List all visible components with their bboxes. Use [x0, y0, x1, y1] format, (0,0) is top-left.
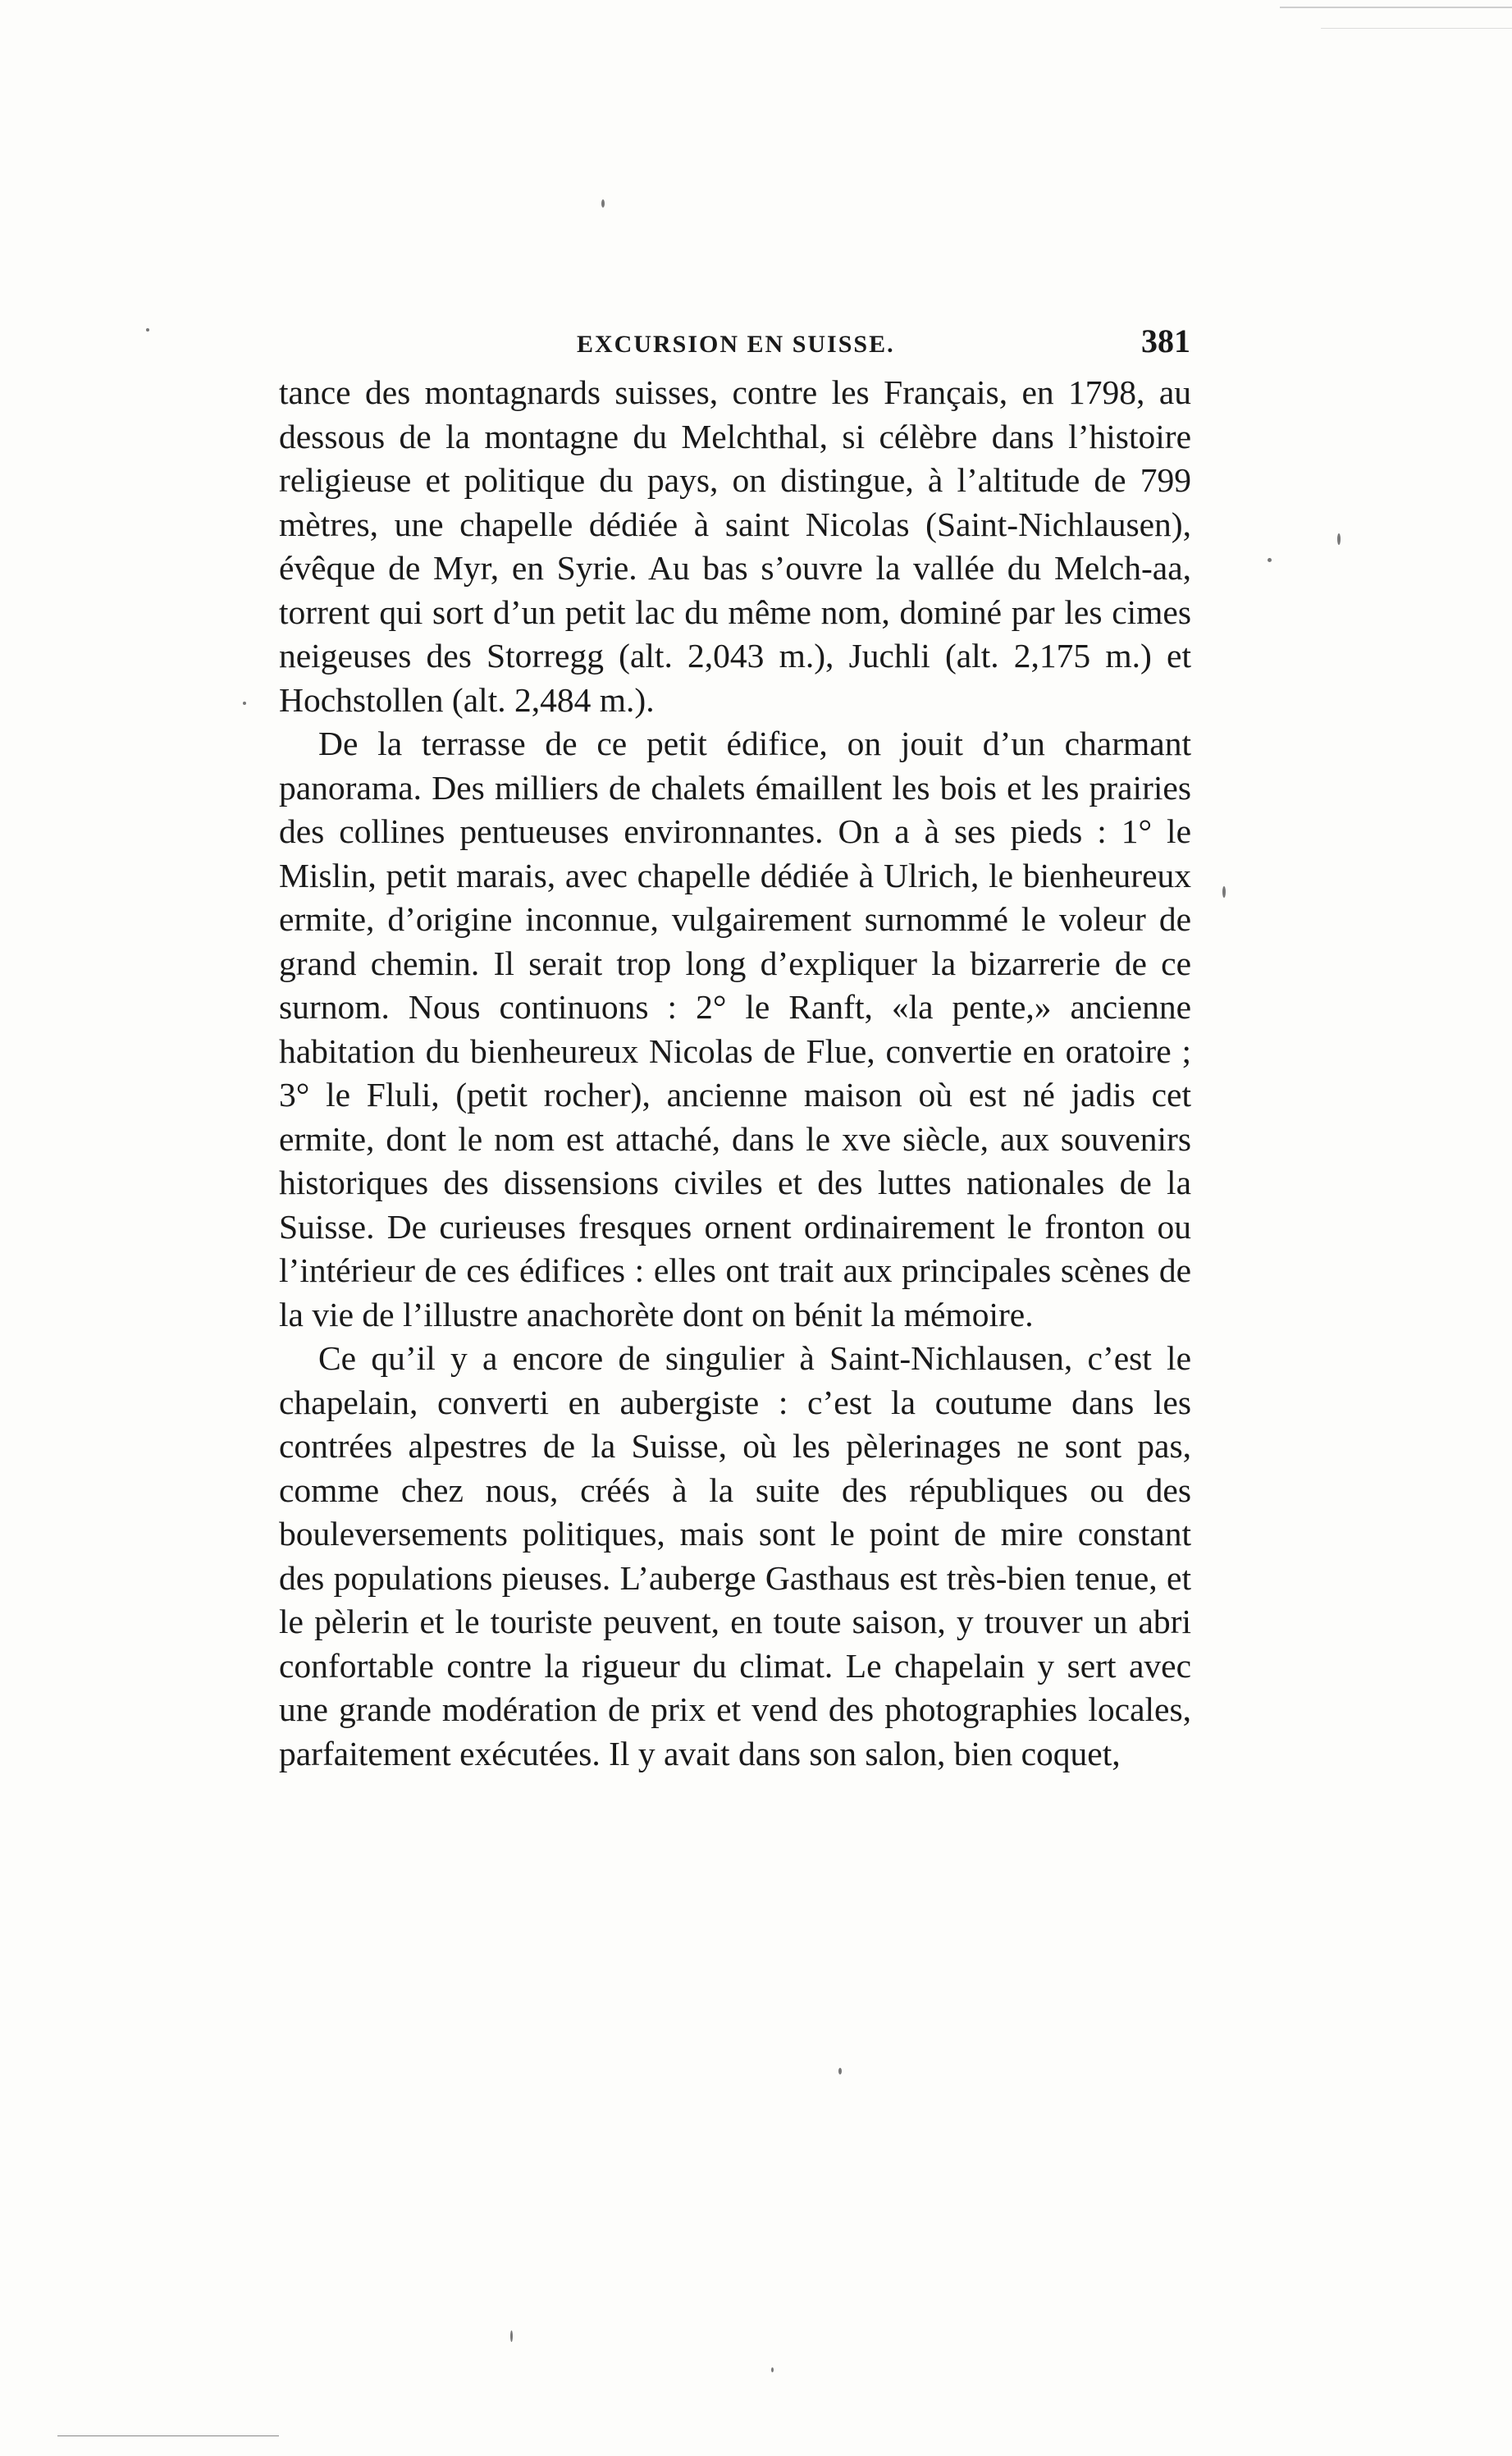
scan-speck [243, 702, 246, 705]
scan-speck [1268, 558, 1272, 562]
scan-speck [601, 199, 605, 208]
page-number: 381 [1141, 322, 1190, 359]
body-text [279, 371, 1191, 1776]
running-head: EXCURSION EN SUISSE. [577, 331, 895, 358]
scan-speck [146, 328, 149, 332]
scan-speck [510, 2330, 513, 2342]
scan-edge-line [1321, 28, 1512, 29]
paragraph: tance des montagnards suisses, contre les Français, en 1798, au dessous de la montagne du Melchthal, si célèbre dans l’histoire religieuse et politique du pays, on distingue, à l’altitude de 799 mètres, une chapelle dédiée à saint Nicolas (Saint-Nichlausen), évêque de Myr, en Syrie. Au bas s’ouvre la vallée du Melch-aa, torrent qui sort d’un petit lac du même nom, dominé par les cimes neigeuses des Storregg (alt. 2,043 m.), Juchli (alt. 2,175 m.) et Hochstollen (alt. 2,484 m.). [279, 373, 1191, 719]
paragraph: De la terrasse de ce petit édifice, on jouit d’un charmant panorama. Des milliers de chalets émaillent les bois et les prairies des collines pentueuses environnantes. On a à ses pieds : 1° le Mislin, petit marais, avec chapelle dédiée à Ulrich, le bienheureux ermite, d’origine inconnue, vulgairement surnommé le voleur de grand chemin. Il serait trop long d’expliquer la bizarrerie de ce surnom. Nous continuons : 2° le Ranft, «la pente,» ancienne habitation du bienheureux Nicolas de Flue, convertie en oratoire ; 3° le Fluli, (petit rocher), ancienne maison où est né jadis cet ermite, dont le nom est attaché, dans le xve siècle, aux souvenirs historiques des dissensions civiles et des luttes nationales de la Suisse. De curieuses fresques ornent ordinairement le fronton ou l’intérieur de ces édifices : elles ont trait aux principales scènes de la vie de l’illustre anachorète dont on bénit la mémoire. [279, 725, 1191, 1333]
scan-speck [1337, 533, 1341, 545]
paragraph: Ce qu’il y a encore de singulier à Saint-Nichlausen, c’est le chapelain, converti en aubergiste : c’est la coutume dans les contrées alpestres de la Suisse, où les pèlerinages ne sont pas, comme chez nous, créés à la suite des républiques ou des bouleversements politiques, mais sont le point de mire constant des populations pieuses. L’auberge Gasthaus est très-bien tenue, et le pèlerin et le touriste peuvent, en toute saison, y trouver un abri confortable contre la rigueur du climat. Le chapelain y sert avec une grande modération de prix et vend des photographies locales, parfaitement exécutées. Il y avait dans son salon, bien coquet, [279, 1339, 1191, 1772]
scan-speck [771, 2367, 774, 2372]
scan-speck [1222, 886, 1226, 898]
scan-speck [838, 2068, 842, 2074]
footer-rule [57, 2435, 279, 2436]
page-header [577, 322, 1190, 371]
scan-edge-line [1280, 7, 1512, 8]
